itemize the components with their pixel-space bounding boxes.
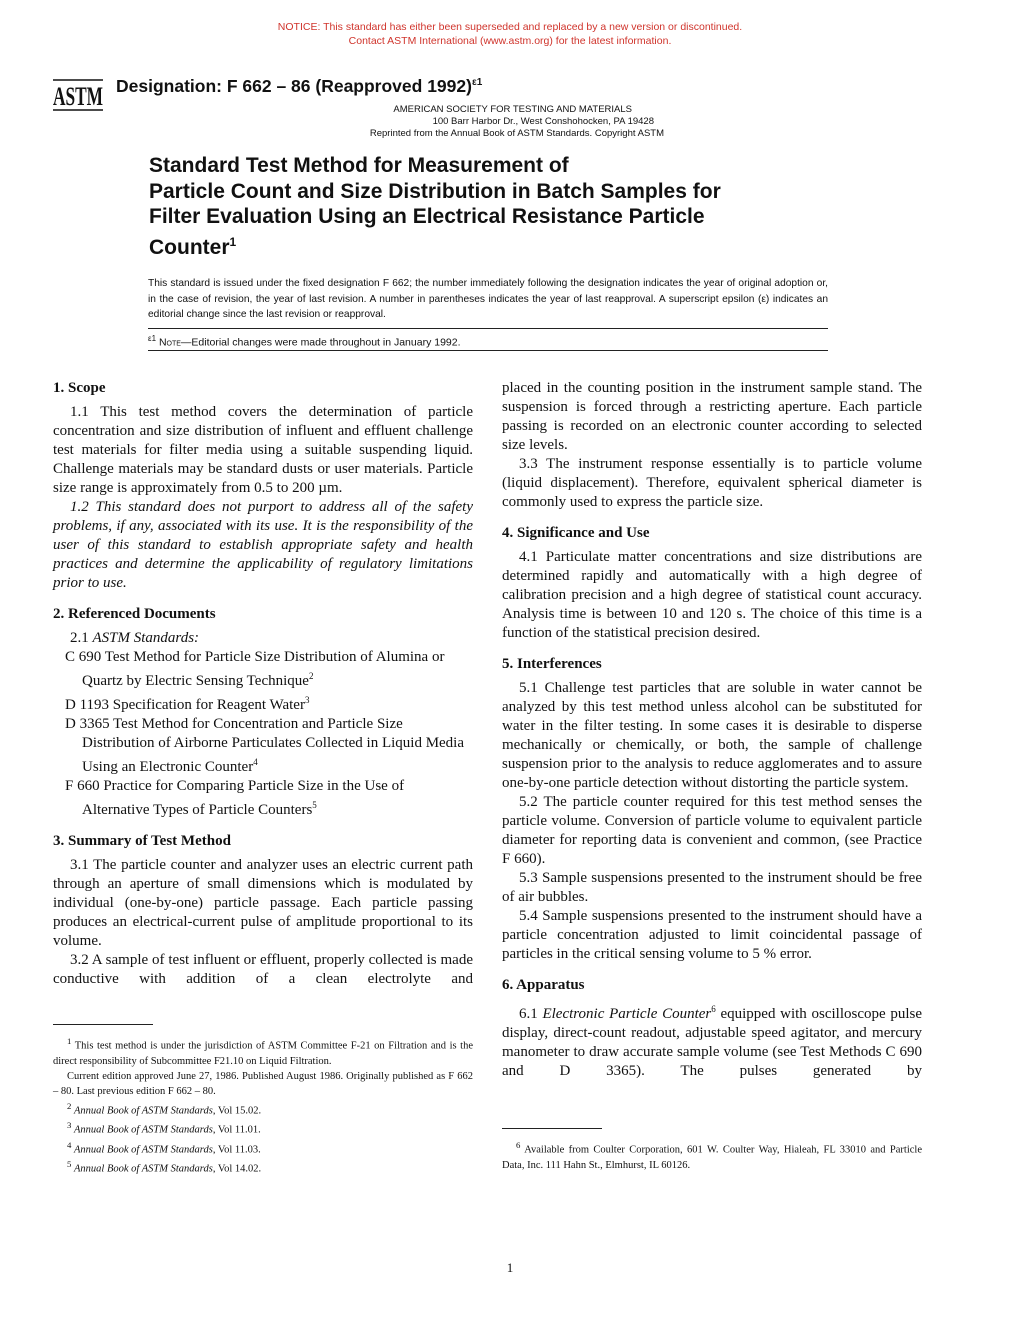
para-3-2: 3.2 A sample of test influent or effluent, properly collected is made conductive with addition of a clean electrolyte and: [53, 952, 473, 987]
footnote-rule-left: [53, 1024, 153, 1025]
section-heading-summary: 3. Summary of Test Method: [53, 833, 231, 849]
para-5-4: 5.4 Sample suspensions presented to the instrument should have a particle concentration adjusted to limit coincidental passage of particles in the critical sensing volume to 5 % error.: [502, 908, 922, 962]
footnote-5: $^5$ Annual Book of ASTM Standards, Vol 14.02.: [67, 1159, 262, 1175]
title-line-3: Filter Evaluation Using an Electrical Resistance Particle: [149, 205, 705, 228]
para-3-3: 3.3 The instrument response essentially is to particle volume (liquid displacement). Therefore, equivalent spherical diameter is commonly used to express the particle size.: [502, 456, 922, 510]
notice-line-2: Contact ASTM International (www.astm.org) for the latest information.: [348, 35, 672, 47]
right-column: [502, 379, 922, 1081]
issued-statement: This standard is issued under the fixed designation F 662; the number immediately following the designation indicates the year of original adoption or, in the case of revision, the year of last revision. A number in parentheses indicates the year of last reapproval. A superscript epsilon (ε) indicates an editorial change since the last revision or reapproval.: [148, 278, 828, 320]
footnote-3: $^3$ Annual Book of ASTM Standards, Vol 11.01.: [67, 1120, 261, 1136]
para-4-1: 4.1 Particulate matter concentrations and size distributions are determined rapidly and automatically with a high degree of calibration precision and a high degree of statistical count accuracy. Analysis time is between 10 and 120 s. The choice of this time is a function of the statistical precision desired.: [502, 549, 922, 641]
para-6-1: 6.1 Electronic Particle Counter$^6$ equipped with oscilloscope pulse display, direct-count readout, adjustable speed agitator, and mercury manometer to draw accurate sample volume (see Test Methods C 690 and D 3365). The pulses generated by: [502, 1004, 923, 1079]
section-heading-significance: 4. Significance and Use: [502, 525, 650, 541]
notice-line-1: NOTICE: This standard has either been superseded and replaced by a new version or discontinued.: [277, 21, 743, 33]
footnote-4: $^4$ Annual Book of ASTM Standards, Vol 11.03.: [67, 1139, 261, 1155]
ref-d1193: D 1193 Specification for Reagent Water$^3$: [65, 695, 310, 713]
title-line-1: Standard Test Method for Measurement of: [149, 154, 569, 177]
para-5-1: 5.1 Challenge test particles that are soluble in water cannot be analyzed by this test method unless alcohol can be substituted for water in the filter testing. In some cases it is desirable to disperse mechanically or chemically, or both, the sample of challenge suspension prior to the analysis to reduce agglomerates and to assure one-by-one particle detection without distorting the particle system.: [502, 680, 922, 791]
para-1-2: 1.2 This standard does not purport to address all of the safety problems, if any, associated with its use. It is the responsibility of the user of this standard to establish appropriate safety and health practices and determine the applicability of regulatory limitations prior to use.: [53, 499, 473, 591]
editorial-note: $^{\varepsilon 1}$ Note—Editorial changes were made throughout in January 1992.: [148, 334, 461, 349]
left-column: [53, 379, 473, 989]
page-number: 1: [506, 1260, 514, 1275]
section-heading-apparatus: 6. Apparatus: [502, 977, 585, 993]
astm-logo-text: ASTM: [53, 82, 103, 111]
rule-top: [148, 328, 828, 329]
footnote-rule-right: [502, 1128, 602, 1129]
footnotes-left: [53, 1034, 473, 1177]
title-footnote-ref: 1: [229, 234, 237, 249]
para-1-1: 1.1 This test method covers the determination of particle concentration and size distribution of influent and effluent challenge test materials for filter media using a suitable suspending liquid. Challenge materials may be standard dusts or user materials. Particle size range is approximately from 0.5 to 200 µm.: [53, 404, 473, 496]
rule-bottom: [148, 350, 828, 351]
section-heading-interferences: 5. Interferences: [502, 656, 602, 672]
footnotes-right: [502, 1138, 922, 1173]
para-5-3: 5.3 Sample suspensions presented to the instrument should be free of air bubbles.: [502, 870, 922, 905]
designation-sup: ε1: [471, 77, 483, 89]
para-2-1: 2.1 ASTM Standards:: [70, 630, 200, 646]
footnote-1b: Current edition approved June 27, 1986. Published August 1986. Originally published as F 662 – 80. Last previous edition F 662 – 80.: [53, 1070, 473, 1097]
title-line-2: Particle Count and Size Distribution in Batch Samples for: [149, 179, 721, 203]
designation: [116, 76, 482, 97]
ref-f660: F 660 Practice for Comparing Particle Size in the Use of Alternative Types of Particle Counters$^5$: [65, 778, 405, 818]
para-3-2-cont: placed in the counting position in the instrument sample stand. The suspension is forced through a restricting aperture. Each particle passing is recorded on an electronic counter according to selected size levels.: [502, 380, 922, 453]
section-heading-scope: 1. Scope: [53, 380, 106, 396]
society-name: AMERICAN SOCIETY FOR TESTING AND MATERIALS: [393, 104, 632, 115]
para-5-2: 5.2 The particle counter required for this test method senses the particle volume. Conversion of particle volume to equivalent particle diameter for reporting data is convenient and common, (see Practice F 660).: [502, 794, 922, 867]
designation-text: Designation: F 662 – 86 (Reapproved 1992): [116, 76, 472, 96]
footnote-6: $^6$ Available from Coulter Corporation, 601 W. Coulter Way, Hialeah, FL 33010 and Particle Data, Inc. 111 Hahn St., Elmhurst, IL 60126.: [502, 1140, 923, 1171]
section-heading-referenced: 2. Referenced Documents: [53, 606, 216, 622]
reprint-line: Reprinted from the Annual Book of ASTM Standards. Copyright ASTM: [369, 128, 664, 139]
ref-c690: C 690 Test Method for Particle Size Distribution of Alumina or Quartz by Electric Sensing Technique$^2$: [65, 649, 445, 689]
title-line-4: Counter$^1$: [149, 234, 237, 259]
document-title: [149, 153, 829, 260]
footnote-2: $^2$ Annual Book of ASTM Standards, Vol 15.02.: [67, 1100, 262, 1116]
footnote-1: $^1$ This test method is under the jurisdiction of ASTM Committee F-21 on Filtration and is the direct responsibility of Subcommittee F21.10 on Liquid Filtration.: [53, 1036, 473, 1067]
society-address: 100 Barr Harbor Dr., West Conshohocken, PA 19428: [432, 116, 654, 127]
para-3-1: 3.1 The particle counter and analyzer uses an electric current path through an aperture of small dimensions which is modulated by individual (one-by-one) particle passage. Each particle passing produces an electrical-current pulse of amplitude proportional to its volume.: [53, 857, 473, 949]
ref-d3365: D 3365 Test Method for Concentration and Particle Size Distribution of Airborne Particulates Collected in Liquid Media Using an Electronic Counter$^4$: [65, 716, 465, 775]
